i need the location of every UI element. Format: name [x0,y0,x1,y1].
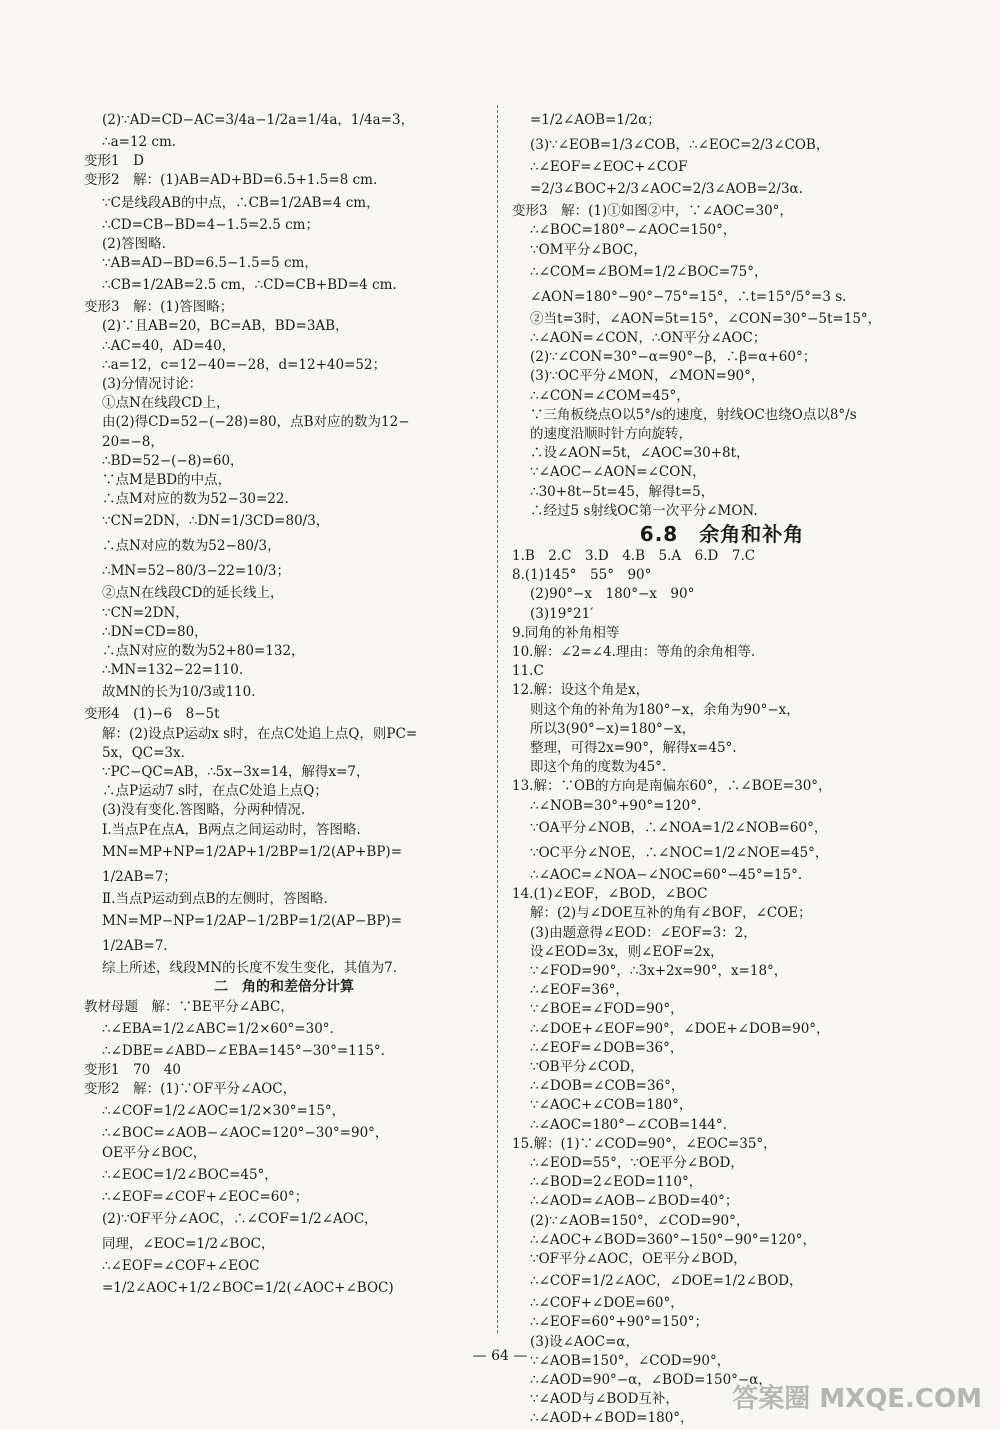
text-line: 15.解：(1)∵∠COD=90°，∠EOC=35°， [512,1135,777,1152]
text-line: 10.解：∠2=∠4.理由：等角的余角相等. [512,644,756,661]
text-line: =2/3∠BOC+2/3∠AOC=2/3∠AOB=2/3α. [530,181,803,198]
text-line: (3)∵∠EOB=1/3∠COB，∴∠EOC=2/3∠COB， [530,137,830,153]
text-line: ∴∠EOF=∠COF+∠EOC [102,1257,260,1274]
text-line: ∵∠FOD=90°，∴3x+2x=90°，x=18°， [530,962,788,979]
text-line: 故MN的长为10/3或110. [102,684,256,701]
text-line: 5x，QC=3x. [102,744,185,761]
text-line: ∵∠AOC+∠COB=180°， [530,1097,693,1114]
text-line: (3)分情况讨论： [102,376,203,393]
text-line: 变形2 解：(1)∵OF平分∠AOC， [84,1081,297,1098]
text-line: ∵OB平分∠COD， [530,1058,644,1075]
text-line: ∵OA平分∠NOB，∴∠NOA=1/2∠NOB=60°， [530,819,828,836]
text-line: ②点N在线段CD的延长线上， [102,585,284,602]
text-line: ∴点N对应的数为52−80/3， [102,538,281,555]
text-line: ∴∠COF+∠DOE=60°， [530,1295,684,1312]
text-line: 由(2)得CD=52−(−28)=80，点B对应的数为12− [102,414,410,431]
text-line: ∴BD=52−(−8)=60， [102,452,244,469]
text-line: ∴∠AOC+∠BOD=360°−150°−90°=120°， [530,1231,816,1248]
text-line: ∵OF平分∠AOC，OE平分∠BOD， [530,1250,747,1267]
text-line: 变形3 解：(1)①如图②中，∵∠AOC=30°， [512,203,793,220]
text-line: 二 角的和差倍分计算 [214,979,354,996]
text-line: ∴a=12，c=12−40=−28，d=12+40=52； [102,356,387,373]
text-line: ∵∠BOE=∠FOD=90°， [530,1001,684,1018]
text-line: OE平分∠BOC， [102,1144,207,1161]
text-line: ∴CD=CB−BD=4−1.5=2.5 cm； [102,216,319,233]
text-line: (2)∵∠CON=30°−α=90°−β，∴β=α+60°； [530,349,817,366]
text-line: ∵三角板绕点O以5°/s的速度，射线OC也绕O点以8°/s [530,406,857,423]
text-line: 变形2 解：(1)AB=AD+BD=6.5+1.5=8 cm. [84,172,378,189]
left-column [84,108,484,1301]
text-line: ∴∠EOC=1/2∠BOC=45°， [102,1166,278,1183]
text-line: 12.解：设这个角是x， [512,682,650,699]
text-line: 1.B 2.C 3.D 4.B 5.A 6.D 7.C [512,548,756,565]
text-line: ∴∠AOC=∠NOA−∠NOC=60°−45°=15°. [530,866,803,883]
text-line: (3)设∠AOC=α， [530,1333,640,1350]
text-line: ∴∠EOF=60°+90°=150°； [530,1314,708,1331]
text-line: (2)∵∠AOB=150°，∠COD=90°， [530,1212,750,1229]
text-line: Ⅱ.当点P运动到点B的左侧时，答图略. [102,890,328,907]
text-line: ∴∠EOD=55°，∵OE平分∠BOD， [530,1154,744,1171]
text-line: ∴∠CON=∠COM=45°， [530,387,690,404]
text-line: ∴∠EOF=∠COF+∠EOC=60°； [102,1188,309,1205]
text-line: 变形3 解：(1)答图略； [84,299,234,316]
text-line: ∵CN=2DN， [102,604,189,621]
text-line: 解：(2)与∠DOE互补的角有∠BOF，∠COE； [530,905,812,922]
text-line: ∵∠AOB=150°，∠COD=90°， [530,1352,731,1369]
text-line: ∵C是线段AB的中点，∴CB=1/2AB=4 cm， [102,194,380,211]
text-line: 8.(1)145° 55° 90° [512,567,652,584]
text-line: ∴∠DOE+∠EOF=90°，∠DOE+∠DOB=90°， [530,1020,830,1037]
text-line: ∵OC平分∠NOE，∴∠NOC=1/2∠NOE=45°， [530,844,829,861]
text-line: 所以3(90°−x)=180°−x， [530,720,696,737]
text-line: ∵∠AOD与∠BOD互补， [530,1391,679,1408]
text-line: ∴∠BOC=180°−∠AOC=150°， [530,222,737,239]
text-line: 教材母题 解：∵BE平分∠ABC， [84,998,294,1015]
text-line: 6.8 余角和补角 [639,522,805,547]
text-line: 11.C [512,663,544,680]
text-line: ∴∠COF=1/2∠AOC，∠DOE=1/2∠BOD， [530,1273,803,1290]
text-line: ∵点M是BD的中点， [102,472,232,489]
text-line: ②当t=3时，∠AON=5t=15°，∠CON=30°−5t=15°， [530,310,882,327]
text-line: ∴DN=CD=80， [102,623,208,640]
text-line: =1/2∠AOC+1/2∠BOC=1/2(∠AOC+∠BOC) [102,1280,394,1297]
text-line: ∴∠EOF=36°， [530,982,629,999]
text-line: ∴设∠AON=5t，∠AOC=30+8t， [530,445,750,462]
text-line: ∴MN=52−80/3−22=10/3； [102,563,290,580]
text-line: 变形4 (1)−6 8−5t [84,706,220,723]
text-line: ∴∠DBE=∠ABD−∠EBA=145°−30°=115°. [102,1042,385,1059]
text-line: 13.解：∵OB的方向是南偏东60°，∴∠BOE=30°， [512,778,832,795]
text-line: 20=−8， [102,433,164,450]
text-line: ∴∠AON=∠CON，∴ON平分∠AOC； [530,330,767,347]
text-line: (2)∵且AB=20，BC=AB，BD=3AB， [102,318,349,335]
text-line: ∴点N对应的数为52+80=132， [102,643,305,660]
text-line: MN=MP−NP=1/2AP−1/2BP=1/2(AP−BP)= [102,913,403,930]
watermark-logo: 答案圈 MXQE.COM [732,1384,982,1414]
text-line: 的速度沿顺时针方向旋转， [530,426,692,443]
text-line: =1/2∠AOB=1/2α； [530,112,661,128]
text-line: (2)∵AD=CD−AC=3/4a−1/2a=1/4a，1/4a=3， [102,112,415,128]
text-line: ∵OM平分∠BOC， [530,241,647,258]
text-line: ∴CB=1/2AB=2.5 cm，∴CD=CB+BD=4 cm. [102,277,397,294]
text-line: ∵CN=2DN，∴DN=1/3CD=80/3， [102,513,330,530]
text-line: 即这个角的度数为45°. [530,759,667,776]
text-line: ∴∠BOD=2∠EOD=110°， [530,1174,703,1191]
text-line: (3)19°21′ [530,605,594,622]
text-line: 9.同角的补角相等 [512,624,620,641]
right-column [512,108,932,1429]
text-line: (3)由题意得∠EOD：∠EOF=3：2， [530,924,757,941]
text-line: 变形1 70 40 [84,1061,181,1078]
text-line: ∴∠BOC=∠AOB−∠AOC=120°−30°=90°， [102,1125,389,1142]
text-line: ∴∠COF=1/2∠AOC=1/2×30°=15°， [102,1103,346,1120]
text-line: ∴∠NOB=30°+90°=120°. [530,797,702,814]
text-line: ∴经过5 s射线OC第一次平分∠MON. [530,502,758,519]
text-line: (2)∵OF平分∠AOC，∴∠COF=1/2∠AOC， [102,1210,378,1227]
text-line: ∴点P运动7 s时，在点C处追上点Q； [102,783,328,800]
text-line: ∴∠EOF=∠DOB=36°， [530,1039,684,1056]
text-line: ∴点M对应的数为52−30=22. [102,491,289,508]
text-line: ∵PC−QC=AB，∴5x−3x=14，解得x=7， [102,764,370,781]
text-line: ∵∠AOC−∠AON=∠CON， [530,464,706,481]
text-line: ∴AC=40，AD=40， [102,337,236,354]
text-line: ∴∠AOD=90°−α，∠BOD=150°−α， [530,1371,772,1388]
text-line: ∴a=12 cm. [102,134,177,150]
text-line: 则这个角的补角为180°−x，余角为90°−x， [530,701,800,718]
text-line: ∴∠EBA=1/2∠ABC=1/2×60°=30°. [102,1020,334,1037]
text-line: ∴30+8t−5t=45，解得t=5， [530,483,715,500]
text-line: ∴∠AOC=180°−∠COB=144°. [530,1116,727,1133]
text-line: 同理，∠EOC=1/2∠BOC， [102,1235,275,1252]
text-line: 1/2AB=7； [102,868,177,885]
text-line: ∠AON=180°−90°−75°=15°，∴t=15°/5°=3 s. [530,288,847,305]
text-line: ∴∠AOD=∠AOB−∠BOD=40°； [530,1193,739,1210]
text-line: Ⅰ.当点P在点A，B两点之间运动时，答图略. [102,821,361,838]
text-line: (3)∵OC平分∠MON，∠MON=90°， [530,368,765,385]
text-line: ∴MN=132−22=110. [102,662,244,679]
text-line: ∴∠EOF=∠EOC+∠COF [530,159,688,175]
text-line: MN=MP+NP=1/2AP+1/2BP=1/2(AP+BP)= [102,843,403,860]
text-line: 变形1 D [84,153,144,170]
text-line: ∵AB=AD−BD=6.5−1.5=5 cm， [102,255,318,272]
text-line: 综上所述，线段MN的长度不发生变化，其值为7. [102,960,398,977]
text-line: 解：(2)设点P运动x s时，在点C处追上点Q，则PC= [102,725,418,742]
text-line: 14.(1)∠EOF，∠BOD，∠BOC [512,886,708,903]
text-line: ∴∠COM=∠BOM=1/2∠BOC=75°， [530,263,768,280]
text-line: 整理，可得2x=90°，解得x=45°. [530,740,737,757]
text-line: (2)90°−x 180°−x 90° [530,586,695,603]
text-line: (3)没有变化.答图略，分两种情况. [102,802,306,819]
text-line: 设∠EOD=3x，则∠EOF=2x， [530,943,724,960]
column-divider [497,105,498,1333]
text-line: ∴∠AOD+∠BOD=180°， [530,1410,694,1427]
text-line: 1/2AB=7. [102,938,168,955]
page-number: — 64 — [472,1348,528,1364]
text-line: ∴∠DOB=∠COB=36°， [530,1078,685,1095]
text-line: ①点N在线段CD上， [102,395,230,412]
text-line: (2)答图略. [102,235,166,252]
